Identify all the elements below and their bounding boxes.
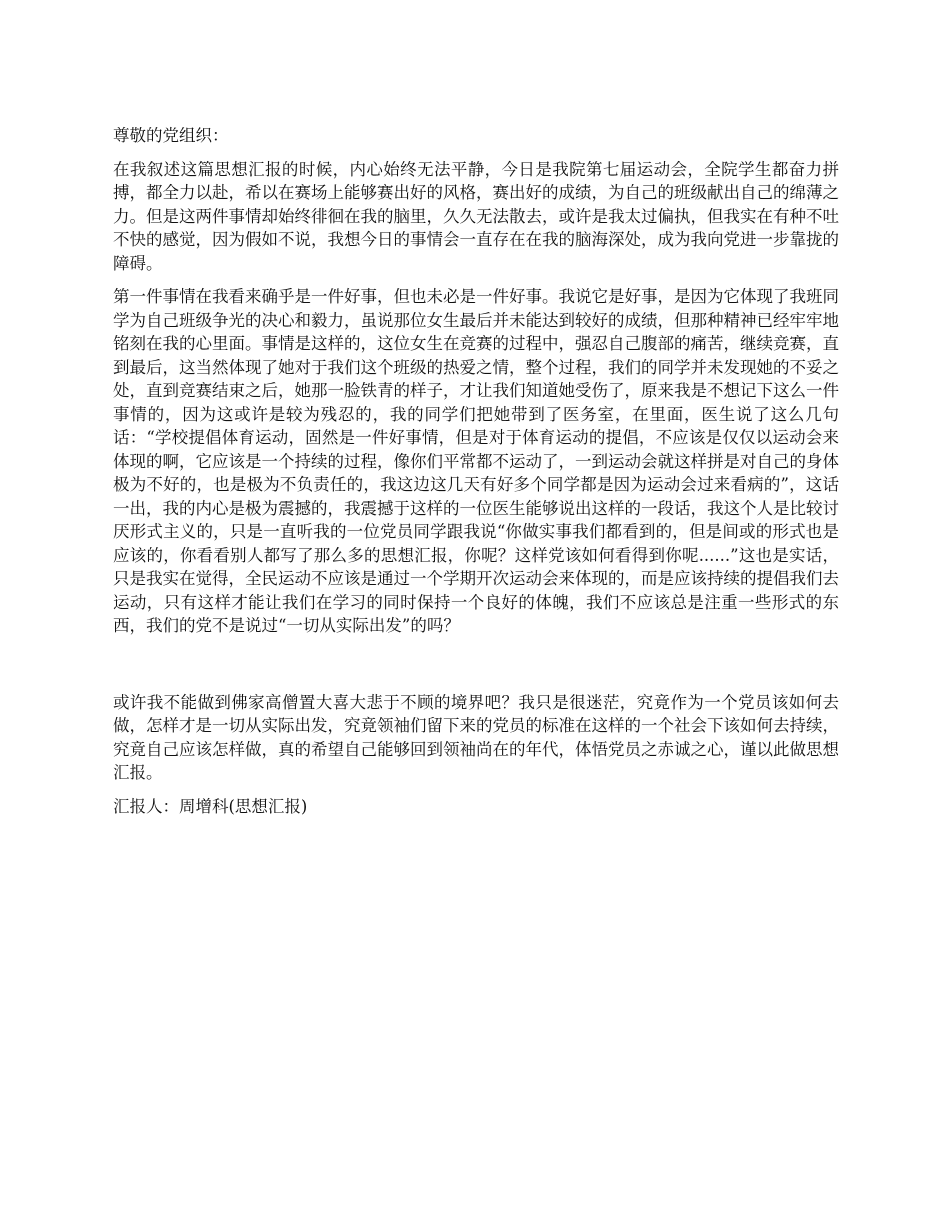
paragraph-2: 第一件事情在我看来确乎是一件好事，但也未必是一件好事。我说它是好事，是因为它体现了我班同学为自己班级争光的决心和毅力，虽说那位女生最后并未能达到较好的成绩，但那种精神已经牢牢地铭刻在我的心里面。事情是这样的，这位女生在竞赛的过程中，强忍自己腹部的痛苦，继续竞赛，直到最后，这当然体现了她对于我们这个班级的热爱之情，整个过程，我们的同学并未发现她的不妥之处，直到竞赛结束之后，她那一脸铁青的样子，才让我们知道她受伤了，原来我是不想记下这么一件事情的，因为这或许是较为残忍的，我的同学们把她带到了医务室，在里面，医生说了这么几句话：“学校提倡体育运动，固然是一件好事情，但是对于体育运动的提倡，不应该是仅仅以运动会来体现的啊，它应该是一个持续的过程，像你们平常都不运动了，一到运动会就这样拼是对自己的身体极为不好的，也是极为不负责任的，我这边这几天有好多个同学都是因为运动会过来看病的”，这话一出，我的内心是极为震撼的，我震撼于这样的一位医生能够说出这样的一段话，我这个人是比较讨厌形式主义的，只是一直听我的一位党员同学跟我说“你做实事我们都看到的，但是间或的形式也是应该的，你看看别人都写了那么多的思想汇报，你呢？这样党该如何看得到你呢......”这也是实话，只是我实在觉得，全民运动不应该是通过一个学期开次运动会来体现的，而是应该持续的提倡我们去运动，只有这样才能让我们在学习的同时保持一个良好的体魄，我们不应该总是注重一些形式的东西，我们的党不是说过“一切从实际出发”的吗？ xyxy=(113,287,839,635)
paragraph-1: 在我叙述这篇思想汇报的时候，内心始终无法平静，今日是我院第七届运动会，全院学生都奋力拼搏，都全力以赴，希以在赛场上能够赛出好的风格，赛出好的成绩，为自己的班级献出自己的绵薄之力。但是这两件事情却始终徘徊在我的脑里，久久无法散去，或许是我太过偏执，但我实在有种不吐不快的感觉，因为假如不说，我想今日的事情会一直存在在我的脑海深处，成为我向党进一步靠拢的障碍。 xyxy=(113,159,839,273)
paragraph-3: 或许我不能做到佛家高僧置大喜大悲于不顾的境界吧？我只是很迷茫，究竟作为一个党员该如何去做，怎样才是一切从实际出发，究竟领袖们留下来的党员的标准在这样的一个社会下该如何去持续，究竟自己应该怎样做，真的希望自己能够回到领袖尚在的年代，体悟党员之赤诚之心，谨以此做思想汇报。 xyxy=(113,692,839,782)
salutation: 尊敬的党组织： xyxy=(113,126,229,145)
document-page xyxy=(113,118,839,818)
signature: 汇报人：周增科(思想汇报) xyxy=(113,796,308,816)
